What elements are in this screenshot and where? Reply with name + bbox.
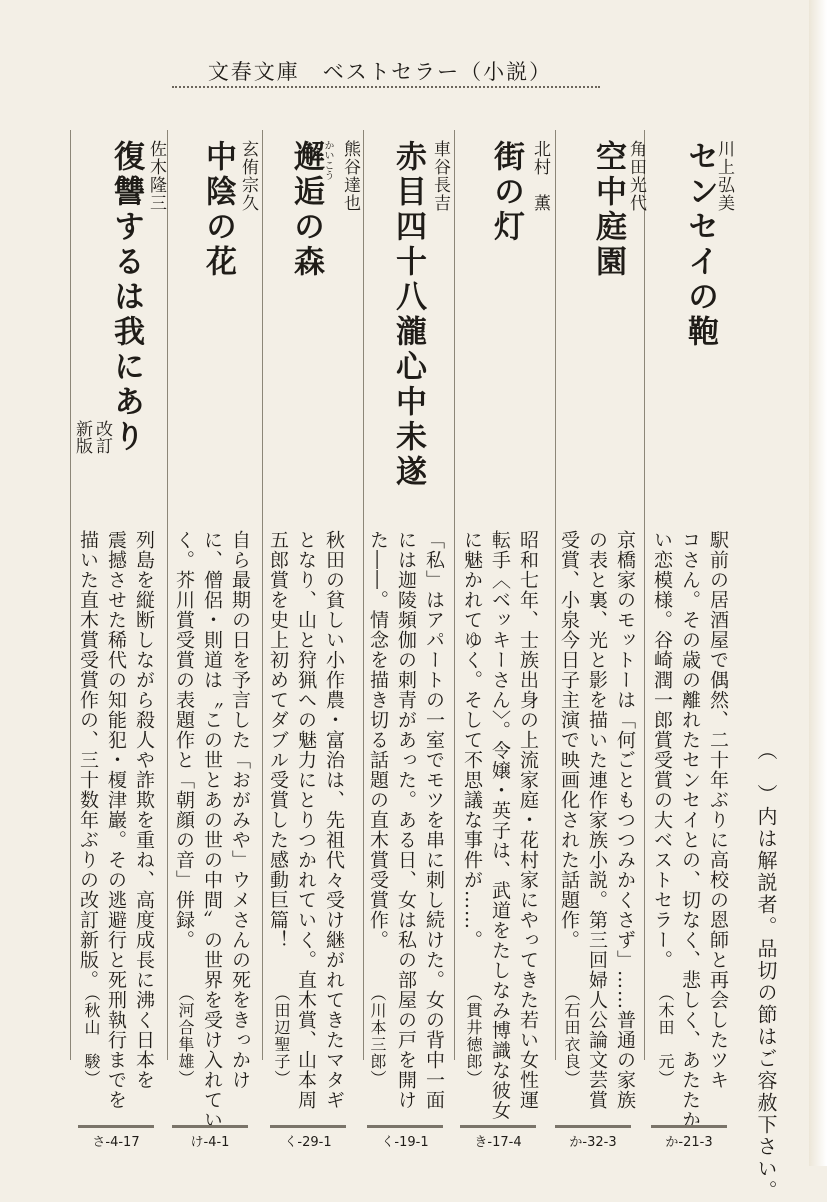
book-title: 街の灯 bbox=[488, 140, 524, 245]
book-description: 列島を縦断しながら殺人や詐欺を重ね、高度成長に沸く日本を 震撼させた稀代の知能犯・榎津巖。その逃避行と死刑執行までを 描いた直木賞受賞作の、三十数年ぶりの改訂新版。 bbox=[77, 530, 155, 1110]
book-commentator: （石田衣良） bbox=[562, 985, 581, 1087]
book-description: 昭和七年、士族出身の上流家庭・花村家にやってきた若い女性運 転手〈ベッキーさん〉。令嬢・英子は、武道をたしなみ博識な彼女 に魅かれてゆく。そして不思議な事件が……。 bbox=[461, 530, 539, 1121]
page-title: 文春文庫 ベストセラー（小説） bbox=[207, 60, 553, 84]
book-code: く-29-1 bbox=[270, 1125, 346, 1150]
column-divider bbox=[262, 130, 263, 1060]
book-code: か-32-3 bbox=[555, 1125, 631, 1150]
book-author: 北村 薫 bbox=[530, 140, 550, 212]
edition-badge: 改訂 新版 bbox=[72, 420, 112, 454]
book-title: 復讐するは我にあり bbox=[108, 140, 144, 455]
book-title: 邂逅の森 bbox=[288, 140, 324, 280]
column-divider bbox=[454, 130, 455, 1060]
book-description: 「私」はアパートの一室でモツを串に刺し続けた。女の背中一面 には迦陵頻伽の刺青があった。ある日、女は私の部屋の戸を開け た――。情念を描き切る話題の直木賞受賞作。 bbox=[367, 530, 445, 1110]
book-description: 駅前の居酒屋で偶然、二十年ぶりに高校の恩師と再会したツキ コさん。その歳の離れたセンセイとの、切なく、悲しく、あたたか い恋模様。谷崎潤一郎賞受賞の大ベストセラー。 bbox=[651, 530, 729, 1130]
book-code: け-4-1 bbox=[172, 1125, 248, 1150]
book-commentator: （秋山 駿） bbox=[82, 985, 101, 1087]
column-divider bbox=[644, 130, 645, 1060]
book-commentator: （川本三郎） bbox=[368, 985, 387, 1087]
book-author: 熊谷達也 bbox=[340, 140, 360, 212]
book-code: さ-4-17 bbox=[78, 1125, 154, 1150]
book-author: 川上弘美 bbox=[714, 140, 734, 212]
title-ruby: かいこう bbox=[322, 140, 333, 180]
book-description: 自ら最期の日を予言した「おがみや」ウメさんの死をきっかけ に、僧侶・則道は〝この世とあの世の中間〟の世界を受け入れてい く。芥川賞受賞の表題作と「朝顔の音」併録。 bbox=[173, 530, 251, 1130]
column-divider bbox=[70, 130, 71, 1060]
title-divider bbox=[172, 86, 600, 88]
book-commentator: （田辺聖子） bbox=[272, 985, 291, 1087]
book-commentator: （河合隼雄） bbox=[176, 985, 195, 1087]
footnote: （ ）内は解説者。品切の節はご容赦下さい。 bbox=[754, 740, 778, 1202]
book-author: 佐木隆三 bbox=[146, 140, 166, 212]
book-code: く-19-1 bbox=[367, 1125, 443, 1150]
book-author: 玄侑宗久 bbox=[238, 140, 258, 212]
book-commentator: （貫井徳郎） bbox=[464, 985, 483, 1087]
book-description: 秋田の貧しい小作農・富治は、先祖代々受け継がれてきたマタギ となり、山と狩猟への魅力にとりつかれていく。直木賞、山本周 五郎賞を史上初めてダブル受賞した感動巨篇！ bbox=[267, 530, 345, 1110]
book-code: き-17-4 bbox=[460, 1125, 536, 1150]
book-author: 車谷長吉 bbox=[430, 140, 450, 212]
book-title: 空中庭園 bbox=[590, 140, 626, 280]
book-commentator: （木田 元） bbox=[656, 985, 675, 1087]
book-description: 京橋家のモットーは「何ごともつつみかくさず」……普通の家族 の表と裏、光と影を描いた連作家族小説。第三回婦人公論文芸賞 受賞、小泉今日子主演で映画化された話題作。 bbox=[558, 530, 636, 1110]
book-title: センセイの鞄 bbox=[682, 140, 718, 350]
book-code: か-21-3 bbox=[651, 1125, 727, 1150]
column-divider bbox=[167, 130, 168, 1060]
page-edge bbox=[809, 0, 827, 1166]
book-title: 赤目四十八瀧心中未遂 bbox=[390, 140, 426, 490]
book-title: 中陰の花 bbox=[200, 140, 236, 280]
book-author: 角田光代 bbox=[626, 140, 646, 212]
